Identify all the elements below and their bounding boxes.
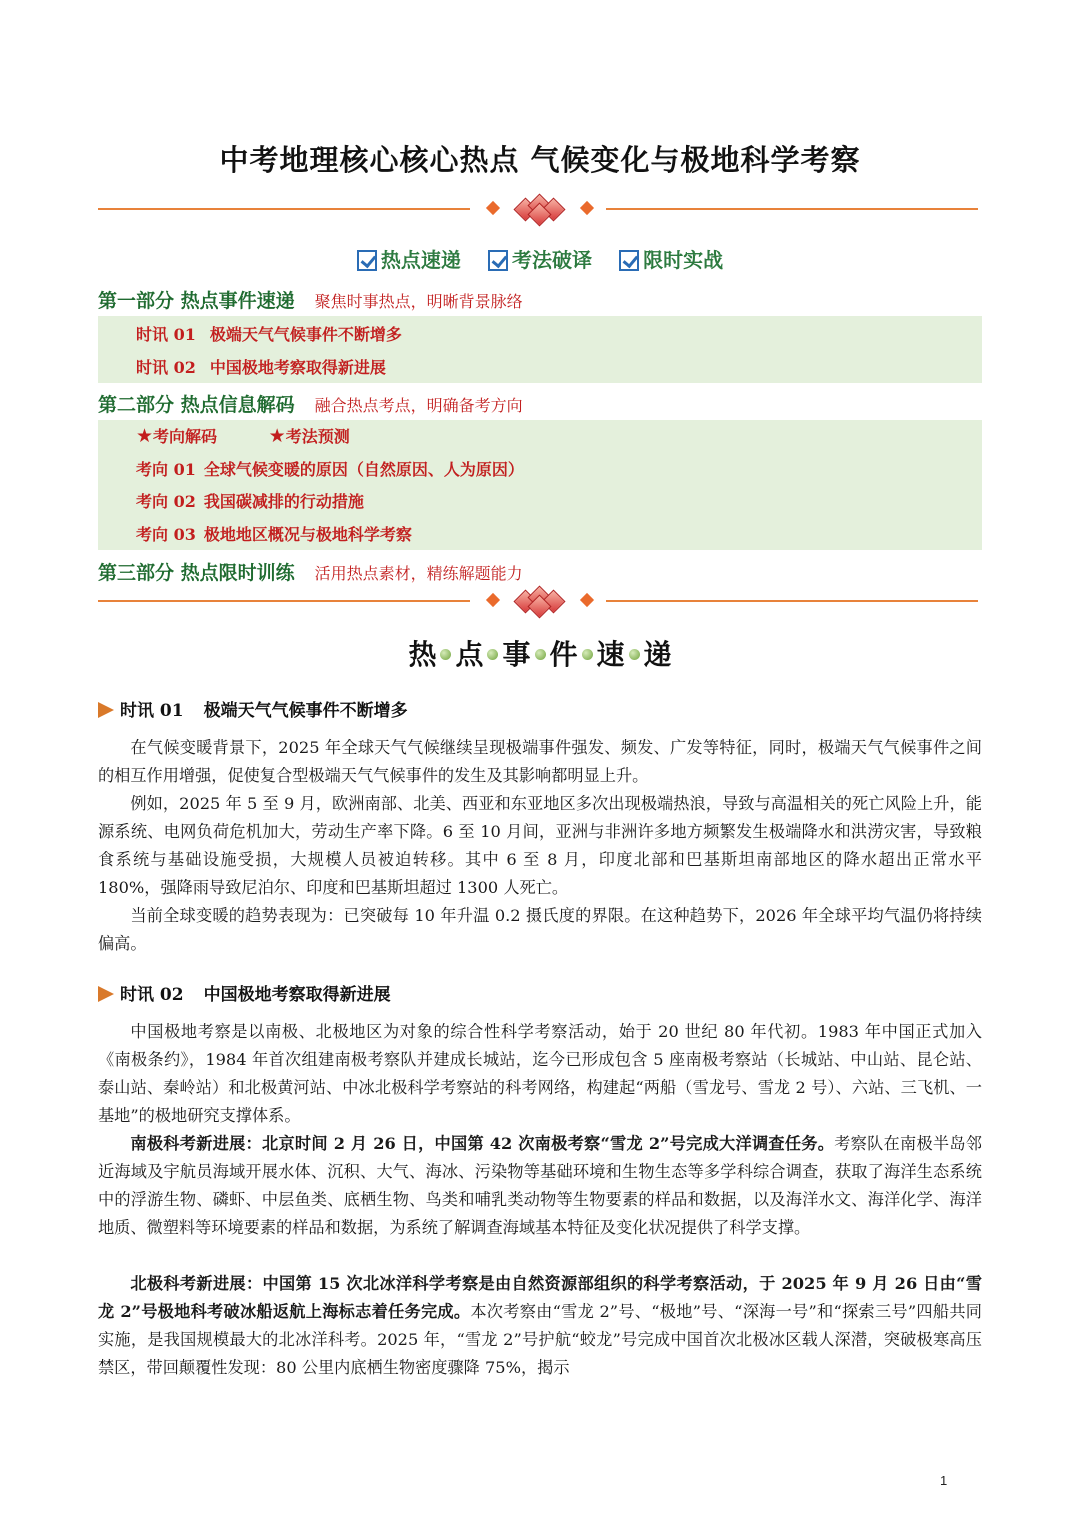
toc-item: 考向 02 我国碳减排的行动措施 — [136, 492, 364, 511]
news2-paragraph-1: 中国极地考察是以南极、北极地区为对象的综合性科学考察活动，始于 20 世纪 80 年代初。1983 年中国正式加入《南极条约》，1984 年首次组建南极考察队并建成长城站，迄今已形成包含 5 座南极考察站（长城站、中山站、昆仑站、泰山站、秦岭站）和北极黄河站、中冰北极科学考察站的科考网络，构建起“两船（雪龙号、雪龙 2 号）、六站、三飞机、一基地”的极地研究支撑体系。 — [98, 1022, 982, 1125]
toc-item: 时讯 02 中国极地考察取得新进展 — [136, 358, 386, 377]
news2-paragraph-2: 南极科考新进展：北京时间 2 月 26 日，中国第 42 次南极考察“雪龙 2”号完成大洋调查任务。考察队在南极半岛邻近海域及宇航员海域开展水体、沉积、大气、海冰、污染物等基础环境和生物生态等多学科综合调查，获取了海洋生态系统中的浮游生物、磷虾、中层鱼类、底栖生物、鸟类和哺乳类动物等生物要素的样品和数据，以及海洋水文、海洋化学、海洋地质、微塑料等环境要素的样品和数据，为系统了解调查海域基本特征及变化状况提供了科学支撑。 — [98, 1134, 982, 1237]
toc-part2 — [98, 420, 982, 550]
checkbox-icon — [357, 250, 377, 271]
star-icon: ★ — [136, 425, 154, 447]
ornamental-divider-bottom — [98, 589, 978, 613]
part2-heading: 第二部分 热点信息解码 融合热点考点，明确备考方向 — [98, 394, 523, 416]
page-number: 1 — [940, 1473, 948, 1488]
news2-heading: 时讯 02 中国极地考察取得新进展 — [98, 980, 391, 1005]
part1-heading: 第一部分 热点事件速递 聚焦时事热点，明晰背景脉络 — [98, 290, 523, 312]
star-icon: ★ — [268, 425, 286, 447]
arrow-icon — [98, 986, 114, 1002]
section-heading: 热 点 事 件 速 递 — [408, 638, 672, 671]
dot-icon — [629, 649, 640, 660]
checkbox-icon — [488, 250, 508, 271]
toc-item: 考向 03 极地地区概况与极地科学考察 — [136, 525, 412, 544]
ornamental-divider-top — [98, 197, 978, 221]
news1-paragraph-2: 例如，2025 年 5 至 9 月，欧洲南部、北美、西亚和东亚地区多次出现极端热浪，导致与高温相关的死亡风险上升，能源系统、电网负荷危机加大，劳动生产率下降。6 至 10 月间，亚洲与非洲许多地方频繁发生极端降水和洪涝灾害，导致粮食系统与基础设施受损，大规模人员被迫转移。其中 6 至 8 月，印度北部和巴基斯坦南部地区的降水超出正常水平 180%，强降雨导致尼泊尔、印度和巴基斯坦超过 1300 人死亡。 — [98, 794, 982, 897]
arrow-icon — [98, 702, 114, 718]
news1-paragraph-3: 当前全球变暖的趋势表现为：已突破每 10 年升温 0.2 摄氏度的界限。在这种趋势下，2026 年全球平均气温仍将持续偏高。 — [98, 906, 982, 953]
news1-heading: 时讯 01 极端天气气候事件不断增多 — [98, 696, 408, 721]
checkbox-icon — [619, 250, 639, 271]
news1-paragraph-1: 在气候变暖背景下，2025 年全球天气气候继续呈现极端事件强发、频发、广发等特征，同时，极端天气气候事件之间的相互作用增强，促使复合型极端天气气候事件的发生及其影响都明显上升。 — [98, 738, 982, 785]
dot-icon — [440, 649, 451, 660]
news2-paragraph-3: 北极科考新进展：中国第 15 次北冰洋科学考察是由自然资源部组织的科学考察活动，于 2025 年 9 月 26 日由“雪龙 2”号极地科考破冰船返航上海标志着任务完成。本次考察由“雪龙 2”号、“极地”号、“深海一号”和“探索三号”四船共同实施，是我国规模最大的北冰洋科考。2025 年，“雪龙 2”号护航“蛟龙”号完成中国首次北极冰区载人深潜，突破极寒高压禁区，带回颠覆性发现：80 公里内底栖生物密度骤降 75%，揭示 — [98, 1274, 982, 1377]
dot-icon — [487, 649, 498, 660]
dot-icon — [535, 649, 546, 660]
toc-item: 考向 01 全球气候变暖的原因（自然原因、人为原因） — [136, 460, 524, 479]
dot-icon — [582, 649, 593, 660]
section-tags — [0, 244, 1080, 273]
toc-item: 时讯 01 极端天气气候事件不断增多 — [136, 325, 402, 344]
tag-hot-news: 热点速递 — [357, 244, 461, 273]
part3-heading: 第三部分 热点限时训练 活用热点素材，精练解题能力 — [98, 562, 523, 584]
tag-timed-practice: 限时实战 — [619, 244, 723, 273]
page-title: 中考地理核心核心热点 气候变化与极地科学考察 — [219, 143, 861, 177]
tag-exam-method: 考法破译 — [488, 244, 592, 273]
toc-star-row: ★考向解码 ★考法预测 — [136, 425, 350, 447]
toc-part1 — [98, 316, 982, 383]
